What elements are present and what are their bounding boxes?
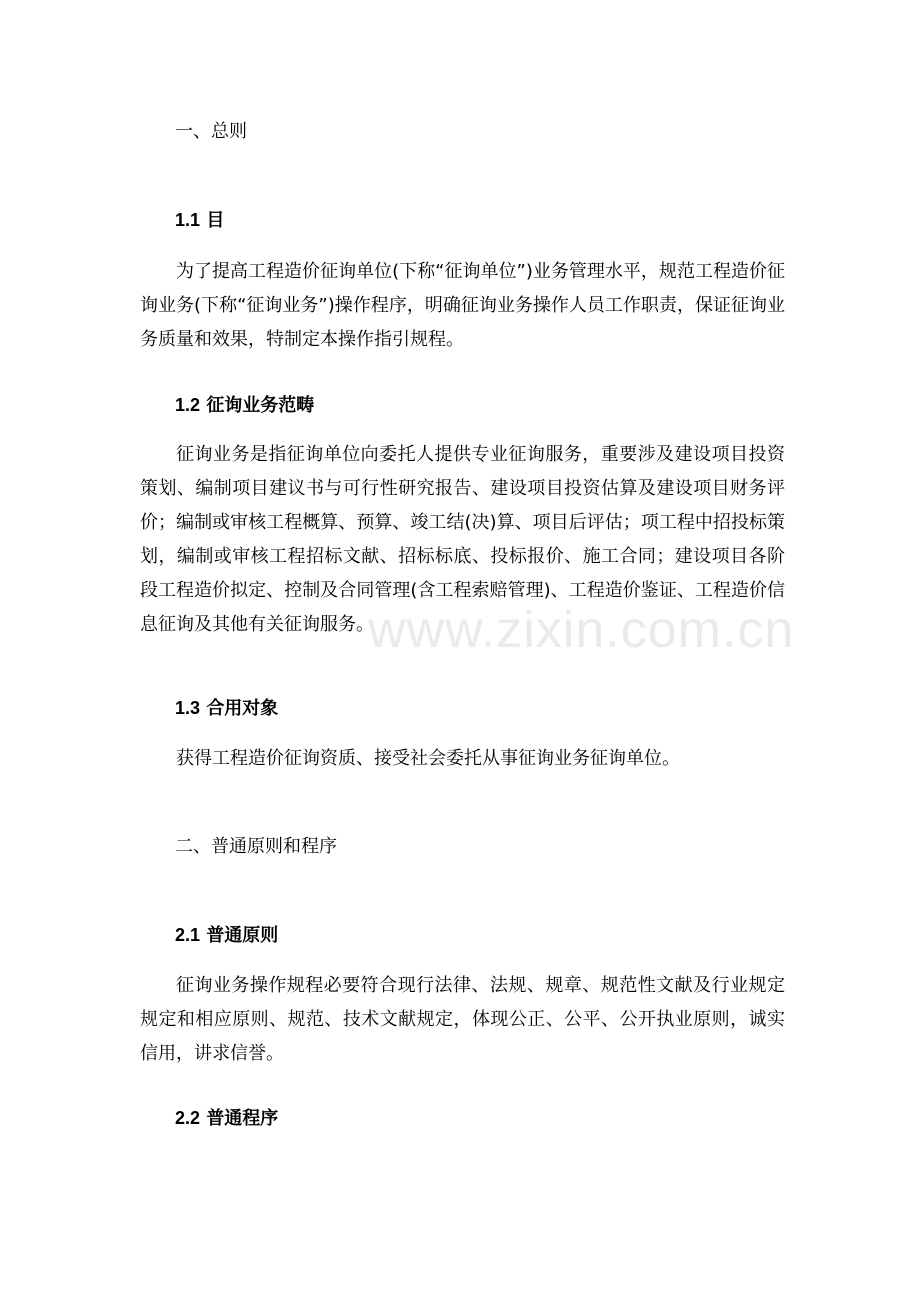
subsection-number: 1.2 — [175, 395, 201, 415]
subsection-title: 合用对象 — [206, 698, 279, 719]
subsection-heading-2-2 — [175, 1106, 278, 1131]
paragraph-scope: 征询业务是指征询单位向委托人提供专业征询服务，重要涉及建设项目投资策划、编制项目建议书与可行性研究报告、建设项目投资估算及建设项目财务评价；编制或审核工程概算、预算、竣工结(决)算、项目后评估；项工程中招投标策划，编制或审核工程招标文献、招标标底、投标报价、施工合同；建设项目各阶段工程造价拟定、控制及合同管理(含工程索赔管理)、工程造价鉴证、工程造价信息征询及其他有关征询服务。 — [140, 444, 785, 635]
subsection-number: 1.3 — [175, 698, 201, 718]
subsection-number: 2.2 — [175, 1108, 201, 1128]
subsection-title: 目 — [206, 210, 225, 231]
subsection-heading-2-1 — [175, 923, 278, 948]
paragraph-applicable-objects: 获得工程造价征询资质、接受社会委托从事征询业务征询单位。 — [176, 748, 680, 769]
subsection-heading-1-1 — [175, 208, 224, 233]
subsection-title: 普通程序 — [206, 1108, 279, 1129]
subsection-heading-1-2 — [175, 393, 314, 418]
section-heading-1: 一、总则 — [175, 121, 247, 142]
section-heading-2: 二、普通原则和程序 — [175, 836, 337, 857]
paragraph-general-principles: 征询业务操作规程必要符合现行法律、法规、规章、规范性文献及行业规定规定和相应原则、规范、技术文献规定，体现公正、公平、公开执业原则，诚实信用，讲求信誉。 — [140, 975, 785, 1064]
subsection-number: 1.1 — [175, 210, 201, 230]
subsection-title: 征询业务范畴 — [206, 395, 315, 416]
subsection-heading-1-3 — [175, 696, 278, 721]
subsection-title: 普通原则 — [206, 925, 279, 946]
paragraph-purpose: 为了提高工程造价征询单位(下称“征询单位”)业务管理水平，规范工程造价征询业务(下称“征询业务”)操作程序，明确征询业务操作人员工作职责，保证征询业务质量和效果，特制定本操作指引规程。 — [140, 261, 785, 350]
watermark: www.zixin.com.cn — [368, 601, 795, 659]
subsection-number: 2.1 — [175, 925, 201, 945]
